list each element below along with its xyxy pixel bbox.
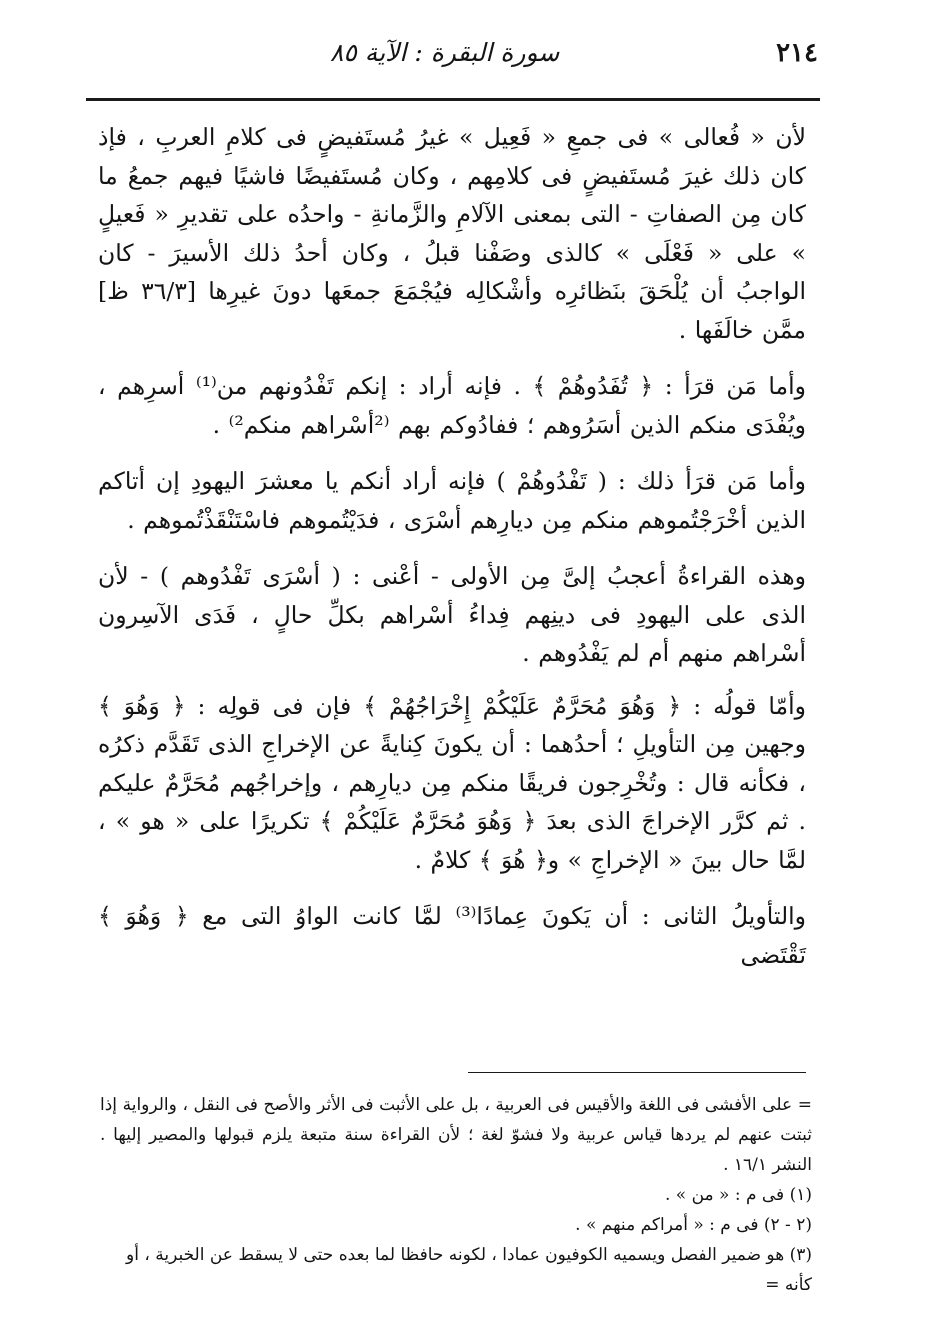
footnote-2: (٢ - ٢) فى م : « أمراكم منهم » . [575,1215,812,1235]
footnote-3: (٣) هو ضمير الفصل ويسميه الكوفيون عمادا ، لكونه حافظا لما بعده حتى لا يسقط عن الخبرية ، أو كأنه = [126,1245,812,1295]
footnote-rule [468,1072,806,1073]
running-title: سورة البقرة : الآية ٨٥ [330,38,560,67]
header-rule [86,98,820,101]
footnote-continuation: = على الأفشى فى اللغة والأقيس فى العربية ، بل على الأثبت فى الأثر والأصح فى النقل ، والرواية إذا ثبتت عنهم لم يردها قياس عربية ولا فشوّ لغة ؛ لأن القراءة سنة متبعة يلزم قبولها والمصير إليها . النشر ١٦/١ . [100,1095,812,1175]
paragraph-3: وأما مَن قرَأ ذلك : ( تَفْدُوهُمْ ) فإنه أراد أنكم يا معشرَ اليهودِ إن أتاكم الذين أخْرَجْتُموهم منكم مِن ديارِهم أسْرَى ، فدَيْتُموهم فاسْتَنْقَذْتُموهم . [98,467,806,534]
paragraph-5: وأمّا قولُه : ﴿ وَهُوَ مُحَرَّمٌ عَلَيْكُمْ إِخْرَاجُهُمْ ﴾ فإن فى قولِه : ﴿ وَهُوَ ﴾ وجهين مِن التأويلِ ؛ أحدُهما : أن يكونَ كِنايةً عن الإخراجِ الذى تَقَدَّم ذكرُه ، فكأنه قال : وتُخْرِجون فريقًا منكم مِن ديارِهم ، وإخراجُهم مُحَرَّمٌ عليكم . ثم كرَّر الإخراجَ الذى بعدَ ﴿ وَهُوَ مُحَرَّمٌ عَلَيْكُمْ ﴾ تكريرًا على « هو » ، لمَّا حال بينَ « الإخراجِ » و﴿ هُوَ ﴾ كلامٌ . [98,691,806,874]
paragraph-2: وأما مَن قرَأ : ﴿ تُفَدُوهُمْ ﴾ . فإنه أراد : إنكم تَفْدُونهم من⁽¹⁾ أسرِهم ، ويُفْدَى منكم الذين أسَرُوهم ؛ ففادُوكم بهم ⁽²أسْراهم منكم²⁾ . [98,372,806,439]
main-text [98,118,806,974]
paragraph-1: لأن « فُعالى » فى جمعِ « فَعِيل » غيرُ مُستَفيضٍ فى كلامِ العربِ ، فإذ كان ذلك غيرَ مُستَفيضٍ فى كلامِهم ، وكان مُستَفيضًا فاشيًا فيهم جمعُ ما كان مِن الصفاتِ - التى بمعنى الآلامِ والزَّمانةِ - واحدُه على تقديرِ « فَعيلٍ » على « فَعْلَى » كالذى وصَفْنا قبلُ ، وكان أحدُ ذلك الأسيرَ - كان الواجبُ أن يُلْحَقَ بنَظائرِه وأشْكالِه فيُجْمَعَ جمعَها دونَ غيرِها [٣٦/٣ ظ] ممَّن خالَفَها . [98,123,807,344]
paragraph-4: وهذه القراءةُ أعجبُ إلىَّ مِن الأولى - أعْنى : ( أسْرَى تَفْدُوهم ) - لأن الذى على اليهودِ فى دينِهم فِداءُ أسْراهم بكلِّ حالٍ ، فَدَى الآسِرون أسْراهم منهم أم لم يَفْدُوهم . [98,562,806,667]
paragraph-6: والتأويلُ الثانى : أن يَكونَ عِمادًا⁽³⁾ لمَّا كانت الواوُ التى مع ﴿ وَهُوَ ﴾ تَقْتَضى [98,902,806,969]
footnote-1: (١) فى م : « من » . [664,1185,812,1205]
page-number: ٢١٤ [776,38,818,68]
footnotes [100,1090,812,1300]
